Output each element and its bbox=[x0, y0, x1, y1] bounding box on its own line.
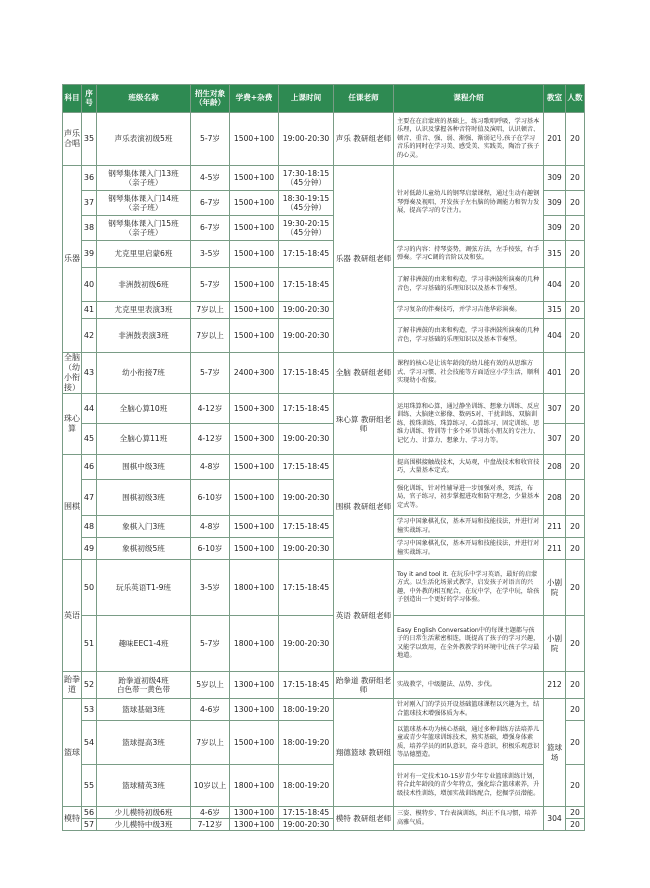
class-name bbox=[97, 216, 191, 241]
class-name: 围棋中级3班 bbox=[97, 455, 191, 480]
intro-cell: 学习的内容：持琴姿势，调弦方法，左手按弦，右手弹奏。学习C调的音阶以及和弦。 bbox=[394, 241, 544, 268]
table-row bbox=[63, 560, 585, 616]
row-number: 50 bbox=[82, 560, 97, 616]
time-cell: 17:15-18:45 bbox=[279, 394, 334, 424]
intro-cell: 强化训练，针对性辅导进一步加强对杀，死活，布局，官子练习，初步掌握进攻和防守理念，少量基本定式等。 bbox=[394, 480, 544, 516]
class-name: 幼小衔接7班 bbox=[97, 353, 191, 394]
age-cell: 4-5岁 bbox=[191, 166, 230, 191]
intro-cell: 实战教学，中级腿法、品势、步伐。 bbox=[394, 672, 544, 699]
class-name: 全脑心算10班 bbox=[97, 394, 191, 424]
class-name-note: 白色带一黄色带 bbox=[116, 685, 171, 694]
room-cell: 315 bbox=[544, 241, 566, 268]
row-number: 45 bbox=[82, 424, 97, 455]
time-cell: 19:00-20:30 bbox=[279, 113, 334, 166]
age-cell: 4-12岁 bbox=[191, 394, 230, 424]
room-cell: 304 bbox=[544, 807, 566, 831]
category-cell: 声乐合唱 bbox=[63, 113, 82, 166]
header-row bbox=[63, 85, 585, 113]
row-number: 42 bbox=[82, 319, 97, 353]
table-row bbox=[63, 616, 585, 672]
time-line: 17:30-18:15 bbox=[282, 168, 330, 178]
age-cell: 7岁以上 bbox=[191, 302, 230, 319]
room-cell: 208 bbox=[544, 455, 566, 480]
room-cell: 309 bbox=[544, 216, 566, 241]
class-name: 篮球提高3班 bbox=[97, 721, 191, 765]
count-cell: 20 bbox=[566, 480, 585, 516]
header-intro: 课程介绍 bbox=[394, 85, 544, 113]
class-name: 尤克里里表演3班 bbox=[97, 302, 191, 319]
fee-cell: 1500+100 bbox=[230, 721, 279, 765]
age-cell: 4-12岁 bbox=[191, 424, 230, 455]
room-cell: 404 bbox=[544, 268, 566, 302]
table-row bbox=[63, 480, 585, 516]
age-cell: 7-12岁 bbox=[191, 819, 230, 831]
class-name: 篮球精英3班 bbox=[97, 765, 191, 807]
room-cell: 404 bbox=[544, 319, 566, 353]
row-number: 43 bbox=[82, 353, 97, 394]
fee-cell: 2400+300 bbox=[230, 353, 279, 394]
class-name: 尤克里里启蒙6班 bbox=[97, 241, 191, 268]
age-cell: 4-8岁 bbox=[191, 516, 230, 538]
intro-cell: 针对刚入门的学员开设基础篮球课程以兴趣为主，结合篮球技术增强体质为本。 bbox=[394, 699, 544, 721]
room-cell: 小剧院 bbox=[544, 616, 566, 672]
table-row bbox=[63, 699, 585, 721]
age-cell: 5-7岁 bbox=[191, 268, 230, 302]
table-row bbox=[63, 721, 585, 765]
row-number: 55 bbox=[82, 765, 97, 807]
table-row bbox=[63, 302, 585, 319]
count-cell: 20 bbox=[566, 302, 585, 319]
count-cell: 20 bbox=[566, 394, 585, 424]
room-cell: 小剧院 bbox=[544, 560, 566, 616]
intro-cell: 主要在在启蒙班的基础上，练习歌唱呼吸，学习基本乐理，认识及掌握各种音符时值及演唱，认识顿音、顿音、重音、强、弱、渐强、渐弱记号,孩子在学习音乐的同时在学习美、感受美、实践美，陶冶了孩子的心灵。 bbox=[394, 113, 544, 166]
count-cell: 20 bbox=[566, 191, 585, 216]
table-row bbox=[63, 353, 585, 394]
row-number: 40 bbox=[82, 268, 97, 302]
class-name-note: （亲子班） bbox=[124, 178, 163, 187]
category-cell: 珠心算 bbox=[63, 394, 82, 455]
time-cell: 17:15-18:45 bbox=[279, 560, 334, 616]
category-cell: 围棋 bbox=[63, 455, 82, 560]
category-cell: 乐器 bbox=[63, 166, 82, 353]
table-row bbox=[63, 765, 585, 807]
row-number: 47 bbox=[82, 480, 97, 516]
row-number: 53 bbox=[82, 699, 97, 721]
time-cell: 19:00-20:30 bbox=[279, 616, 334, 672]
table-row bbox=[63, 166, 585, 191]
room-cell: 401 bbox=[544, 353, 566, 394]
count-cell: 20 bbox=[566, 616, 585, 672]
course-schedule-table bbox=[62, 84, 585, 831]
class-name bbox=[97, 166, 191, 191]
room-cell: 309 bbox=[544, 166, 566, 191]
time-cell: 17:15-18:45 bbox=[279, 807, 334, 819]
age-cell: 4-6岁 bbox=[191, 699, 230, 721]
fee-cell: 1800+100 bbox=[230, 560, 279, 616]
table-row bbox=[63, 113, 585, 166]
fee-cell: 1500+100 bbox=[230, 241, 279, 268]
class-name-line: 钢琴集体课入门13班 bbox=[108, 168, 179, 178]
room-cell: 201 bbox=[544, 113, 566, 166]
table-row bbox=[63, 516, 585, 538]
header-class-name: 班级名称 bbox=[97, 85, 191, 113]
row-number: 38 bbox=[82, 216, 97, 241]
age-cell: 10岁以上 bbox=[191, 765, 230, 807]
age-cell: 5-7岁 bbox=[191, 616, 230, 672]
time-cell: 19:00-20:30 bbox=[279, 480, 334, 516]
teacher-cell: 英语 教研组老师 bbox=[334, 560, 394, 672]
intro-cell: Easy English Conversation中的每课主题都与孩子的日常生活紧密相连，既提高了孩子的学习兴趣，又能学以致用，在全外教教学的环境中让孩子学习最地道。 bbox=[394, 616, 544, 672]
age-cell: 6-10岁 bbox=[191, 480, 230, 516]
time-cell: 17:15-18:45 bbox=[279, 353, 334, 394]
intro-cell: Toy it and tool it. 在玩乐中学习英语，最好的启蒙方式。以生活化场景式教学，启发孩子对语言的兴趣，中外教的相互配合，在玩中学，在学中玩，给孩子创造出一个更好的学习体验。 bbox=[394, 560, 544, 616]
header-time: 上课时间 bbox=[279, 85, 334, 113]
class-name: 声乐表演初级5班 bbox=[97, 113, 191, 166]
intro-cell: 以篮球基本功为核心基础，通过多种训练方法培养儿童或青少年篮球训练技术，熟实基础，增强身体素质，培养学员的团队意识，奋斗意识，积极乐观意识等品德塑造。 bbox=[394, 721, 544, 765]
category-cell: 跆拳道 bbox=[63, 672, 82, 699]
age-cell: 5-7岁 bbox=[191, 353, 230, 394]
room-cell: 315 bbox=[544, 302, 566, 319]
time-cell: 17:15-18:45 bbox=[279, 516, 334, 538]
intro-cell: 学习复杂的伴奏技巧，并学习吉他华彩演奏。 bbox=[394, 302, 544, 319]
class-name: 少儿模特初级6班 bbox=[97, 807, 191, 819]
header-number: 序号 bbox=[82, 85, 97, 113]
class-name: 非洲鼓表演3班 bbox=[97, 319, 191, 353]
fee-cell: 1800+100 bbox=[230, 765, 279, 807]
class-name: 象棋初级5班 bbox=[97, 538, 191, 560]
count-cell: 20 bbox=[566, 424, 585, 455]
fee-cell: 1300+100 bbox=[230, 807, 279, 819]
class-name: 全脑心算11班 bbox=[97, 424, 191, 455]
time-duration: （45分钟） bbox=[285, 203, 327, 212]
fee-cell: 1300+100 bbox=[230, 819, 279, 831]
row-number: 37 bbox=[82, 191, 97, 216]
room-cell: 307 bbox=[544, 394, 566, 424]
time-cell: 19:00-20:30 bbox=[279, 319, 334, 353]
row-number: 54 bbox=[82, 721, 97, 765]
class-name: 玩乐英语T1-9班 bbox=[97, 560, 191, 616]
fee-cell: 1500+100 bbox=[230, 302, 279, 319]
age-cell: 7岁以上 bbox=[191, 319, 230, 353]
intro-cell: 了解非洲鼓的由来和构造，学习非洲鼓所演奏的几种音色，学习基础的乐理知识以及基本节奏型。 bbox=[394, 268, 544, 302]
fee-cell: 1800+100 bbox=[230, 616, 279, 672]
intro-cell: 针对有一定技术10-15岁青少年专业篮球训练计划，符合此年龄段的青少年特点，强化综合篮球素养，升级技术性训练，增加实战训练配合，挖掘学员潜能。 bbox=[394, 765, 544, 807]
class-name-note: （亲子班） bbox=[124, 228, 163, 237]
row-number: 46 bbox=[82, 455, 97, 480]
fee-cell: 1500+100 bbox=[230, 516, 279, 538]
time-cell: 19:00-20:30 bbox=[279, 538, 334, 560]
count-cell: 20 bbox=[566, 113, 585, 166]
row-number: 39 bbox=[82, 241, 97, 268]
intro-cell: 学习中国象棋礼仪，基本开局和技能技法，并进行对撞实战练习。 bbox=[394, 516, 544, 538]
time-cell: 18:00-19:20 bbox=[279, 699, 334, 721]
time-duration: （45分钟） bbox=[285, 228, 327, 237]
room-cell: 309 bbox=[544, 191, 566, 216]
category-cell: 英语 bbox=[63, 560, 82, 672]
fee-cell: 1500+300 bbox=[230, 424, 279, 455]
time-cell: 17:15-18:45 bbox=[279, 672, 334, 699]
time-cell: 17:15-18:45 bbox=[279, 455, 334, 480]
age-cell: 5-7岁 bbox=[191, 113, 230, 166]
row-number: 56 bbox=[82, 807, 97, 819]
age-cell: 6-7岁 bbox=[191, 191, 230, 216]
count-cell: 20 bbox=[566, 319, 585, 353]
intro-cell: 提高围棋接触战技术，大局观，中盘战技术和收官技巧，大量基本定式。 bbox=[394, 455, 544, 480]
table-row bbox=[63, 672, 585, 699]
time-cell: 17:15-18:45 bbox=[279, 268, 334, 302]
header-age: 招生对象（年龄） bbox=[191, 85, 230, 113]
table-row bbox=[63, 394, 585, 424]
row-number: 36 bbox=[82, 166, 97, 191]
count-cell: 20 bbox=[566, 353, 585, 394]
room-cell: 208 bbox=[544, 480, 566, 516]
row-number: 48 bbox=[82, 516, 97, 538]
teacher-cell: 模特 教研组老师 bbox=[334, 807, 394, 831]
age-cell: 4-8岁 bbox=[191, 455, 230, 480]
fee-cell: 1500+100 bbox=[230, 268, 279, 302]
teacher-cell: 乐器 教研组老师 bbox=[334, 166, 394, 353]
class-name bbox=[97, 191, 191, 216]
time-line: 18:30-19:15 bbox=[282, 193, 330, 203]
time-cell: 17:15-18:45 bbox=[279, 241, 334, 268]
class-name-line: 钢琴集体课入门14班 bbox=[108, 193, 179, 203]
count-cell: 20 bbox=[566, 807, 585, 819]
intro-cell: 三姿、模特步、T台表演训练，纠正不良习惯，培养高雅气质。 bbox=[394, 807, 544, 831]
room-cell: 211 bbox=[544, 516, 566, 538]
class-name: 非洲鼓初级6班 bbox=[97, 268, 191, 302]
count-cell: 20 bbox=[566, 672, 585, 699]
class-name: 围棋初级3班 bbox=[97, 480, 191, 516]
teacher-cell: 珠心算 教研组老师 bbox=[334, 394, 394, 455]
count-cell: 20 bbox=[566, 538, 585, 560]
category-cell: 模特 bbox=[63, 807, 82, 831]
time-cell bbox=[279, 166, 334, 191]
fee-cell: 1500+100 bbox=[230, 455, 279, 480]
category-cell: 篮球 bbox=[63, 699, 82, 807]
count-cell: 20 bbox=[566, 216, 585, 241]
age-cell: 6-10岁 bbox=[191, 538, 230, 560]
count-cell: 20 bbox=[566, 721, 585, 765]
intro-cell: 针对低龄儿童幼儿的钢琴启蒙课程，通过生动有趣钢琴弹奏及视唱，开发孩子左右脑的协调能力和智力发展，提高学习的专注力。 bbox=[394, 166, 544, 241]
row-number: 41 bbox=[82, 302, 97, 319]
fee-cell: 1500+100 bbox=[230, 538, 279, 560]
time-cell bbox=[279, 216, 334, 241]
count-cell: 20 bbox=[566, 699, 585, 721]
time-cell: 19:00-20:30 bbox=[279, 424, 334, 455]
intro-cell: 学习中国象棋礼仪，基本开局和技能技法，并进行对撞实战练习。 bbox=[394, 538, 544, 560]
age-cell: 4-6岁 bbox=[191, 807, 230, 819]
teacher-cell: 跆拳道 教研组老师 bbox=[334, 672, 394, 699]
count-cell: 20 bbox=[566, 765, 585, 807]
fee-cell: 1500+100 bbox=[230, 191, 279, 216]
age-cell: 3-5岁 bbox=[191, 241, 230, 268]
table-row bbox=[63, 241, 585, 268]
header-count: 人数 bbox=[566, 85, 585, 113]
time-duration: （45分钟） bbox=[285, 178, 327, 187]
count-cell: 20 bbox=[566, 268, 585, 302]
row-number: 49 bbox=[82, 538, 97, 560]
age-cell: 7岁以上 bbox=[191, 721, 230, 765]
room-cell: 211 bbox=[544, 538, 566, 560]
fee-cell: 1300+100 bbox=[230, 672, 279, 699]
table-row bbox=[63, 319, 585, 353]
class-name bbox=[97, 672, 191, 699]
row-number: 44 bbox=[82, 394, 97, 424]
class-name-line: 钢琴集体课入门15班 bbox=[108, 218, 179, 228]
fee-cell: 1500+100 bbox=[230, 166, 279, 191]
teacher-cell: 全脑 教研组老师 bbox=[334, 353, 394, 394]
class-name: 少儿模特中级3班 bbox=[97, 819, 191, 831]
room-cell: 篮球场 bbox=[544, 699, 566, 807]
table-row bbox=[63, 538, 585, 560]
row-number: 51 bbox=[82, 616, 97, 672]
row-number: 57 bbox=[82, 819, 97, 831]
time-cell: 19:00-20:30 bbox=[279, 819, 334, 831]
age-cell: 6-7岁 bbox=[191, 216, 230, 241]
fee-cell: 1500+100 bbox=[230, 319, 279, 353]
intro-cell: 了解非洲鼓的由来和构造，学习非洲鼓所演奏的几种音色，学习基础的乐理知识以及基本节奏型。 bbox=[394, 319, 544, 353]
teacher-cell: 围棋 教研组老师 bbox=[334, 455, 394, 560]
time-cell: 18:00-19:20 bbox=[279, 765, 334, 807]
count-cell: 20 bbox=[566, 241, 585, 268]
class-name-line: 跆拳道初级4班 bbox=[118, 675, 169, 685]
teacher-cell: 翔德篮球 教研组 bbox=[334, 699, 394, 807]
fee-cell: 1500+100 bbox=[230, 480, 279, 516]
room-cell: 307 bbox=[544, 424, 566, 455]
time-cell: 18:00-19:20 bbox=[279, 721, 334, 765]
class-name: 篮球基础3班 bbox=[97, 699, 191, 721]
age-cell: 5岁以上 bbox=[191, 672, 230, 699]
table-row bbox=[63, 268, 585, 302]
table-row bbox=[63, 455, 585, 480]
count-cell: 20 bbox=[566, 455, 585, 480]
fee-cell: 1500+300 bbox=[230, 394, 279, 424]
class-name: 趣味EEC1-4班 bbox=[97, 616, 191, 672]
header-fee: 学费+杂费 bbox=[230, 85, 279, 113]
fee-cell: 1300+100 bbox=[230, 699, 279, 721]
time-line: 19:30-20:15 bbox=[282, 218, 330, 228]
age-cell: 3-5岁 bbox=[191, 560, 230, 616]
class-name-note: （亲子班） bbox=[124, 203, 163, 212]
intro-cell: 课程的核心是让该年龄段的幼儿能有效的从思维方式、学习习惯、社会技能等方面适应小学生活，顺利实现幼小衔接。 bbox=[394, 353, 544, 394]
count-cell: 20 bbox=[566, 560, 585, 616]
count-cell: 20 bbox=[566, 516, 585, 538]
intro-cell: 运用珠算和心算，通过静坐训练、想象力训练、反应训练、大脑建立影像、数码5对、干扰训练、双脑训练、拨珠训练、珠算练习、心算练习、固定训练、思维力训练、特训等十多个环节训练小朋友的专注力、记忆力、计算力、想象力、学习力等。 bbox=[394, 394, 544, 455]
fee-cell: 1500+100 bbox=[230, 216, 279, 241]
room-cell: 212 bbox=[544, 672, 566, 699]
count-cell: 20 bbox=[566, 166, 585, 191]
header-teacher: 任课老师 bbox=[334, 85, 394, 113]
time-cell: 19:00-20:30 bbox=[279, 302, 334, 319]
table-row bbox=[63, 807, 585, 819]
header-room: 教室 bbox=[544, 85, 566, 113]
class-name: 象棋入门3班 bbox=[97, 516, 191, 538]
fee-cell: 1500+100 bbox=[230, 113, 279, 166]
teacher-cell: 声乐 教研组老师 bbox=[334, 113, 394, 166]
row-number: 35 bbox=[82, 113, 97, 166]
row-number: 52 bbox=[82, 672, 97, 699]
header-subject: 科目 bbox=[63, 85, 82, 113]
time-cell bbox=[279, 191, 334, 216]
count-cell: 20 bbox=[566, 819, 585, 831]
category-cell: 全脑（幼小衔接） bbox=[64, 353, 80, 392]
